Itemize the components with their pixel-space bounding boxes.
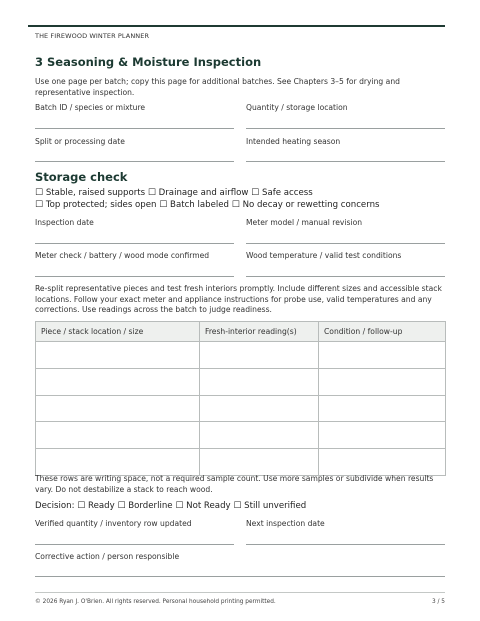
- decision-row: [35, 501, 306, 511]
- top-rule: [28, 25, 445, 27]
- table-cell[interactable]: [36, 342, 200, 369]
- checkbox[interactable]: ☐: [117, 501, 126, 511]
- meter-model-field[interactable]: [246, 218, 445, 244]
- table-cell[interactable]: [319, 395, 446, 422]
- table-header-row: [36, 322, 446, 342]
- table-row: [36, 422, 446, 449]
- write-line: [35, 544, 234, 545]
- rows-note: These rows are writing space, not a required sample count. Use more samples or subdivide when results vary. Do not destabilize a stack to reach wood.: [35, 474, 434, 494]
- table-cell[interactable]: [200, 368, 319, 395]
- next-inspection-field[interactable]: [246, 519, 445, 545]
- field-label: Verified quantity / inventory row updated: [35, 519, 192, 528]
- field-label: Next inspection date: [246, 519, 325, 528]
- footer-copyright: © 2026 Ryan J. O'Brien. All rights reserved. Personal household printing permitted.: [35, 599, 276, 605]
- checkbox[interactable]: ☐: [251, 188, 260, 198]
- write-line: [35, 128, 234, 129]
- column-header: Condition / follow-up: [319, 322, 446, 342]
- wood-temperature-field[interactable]: [246, 251, 445, 277]
- checkbox[interactable]: ☐: [175, 501, 184, 511]
- table-row: [36, 342, 446, 369]
- write-line: [35, 576, 445, 577]
- column-header: Piece / stack location / size: [36, 322, 200, 342]
- table-cell[interactable]: [36, 368, 200, 395]
- checkbox[interactable]: ☐: [35, 188, 44, 198]
- storage-checks-row-1: [35, 188, 313, 199]
- table-cell[interactable]: [319, 342, 446, 369]
- footer-rule: [35, 592, 445, 593]
- write-line: [246, 161, 445, 162]
- decision-label: Decision:: [35, 501, 75, 511]
- page-number: 3 / 5: [431, 599, 445, 605]
- field-label: Meter check / battery / wood mode confirmed: [35, 251, 210, 260]
- checkbox[interactable]: ☐: [159, 200, 168, 210]
- write-line: [246, 544, 445, 545]
- storage-checks-row-2: [35, 200, 380, 211]
- inspection-date-field[interactable]: [35, 218, 234, 244]
- check-label: Drainage and airflow: [158, 188, 249, 198]
- quantity-location-field[interactable]: [246, 103, 445, 129]
- decision-option: Borderline: [128, 501, 173, 511]
- table-cell[interactable]: [200, 422, 319, 449]
- split-date-field[interactable]: [35, 137, 234, 163]
- check-label: Top protected; sides open: [45, 200, 157, 210]
- table-cell[interactable]: [200, 449, 319, 476]
- check-label: Safe access: [261, 188, 313, 198]
- instructions-text: Re-split representative pieces and test fresh interiors promptly. Include different sizes and accessible stack locations. Follow your exact meter and appliance instructions for probe use, valid temperatures and any corrections. Use readings across the batch to judge readiness.: [35, 284, 442, 314]
- table-cell[interactable]: [319, 368, 446, 395]
- write-line: [246, 243, 445, 244]
- table-row: [36, 395, 446, 422]
- table-cell[interactable]: [36, 395, 200, 422]
- readings-table: [35, 321, 446, 476]
- write-line: [35, 243, 234, 244]
- table-cell[interactable]: [36, 449, 200, 476]
- decision-option: Still unverified: [244, 501, 307, 511]
- field-label: Quantity / storage location: [246, 103, 348, 112]
- checkbox[interactable]: ☐: [77, 501, 86, 511]
- checkbox[interactable]: ☐: [233, 501, 242, 511]
- check-label: Batch labeled: [170, 200, 230, 210]
- write-line: [35, 161, 234, 162]
- running-header: THE FIREWOOD WINTER PLANNER: [35, 32, 150, 40]
- table-row: [36, 449, 446, 476]
- decision-option: Ready: [88, 501, 115, 511]
- field-label: Wood temperature / valid test conditions: [246, 251, 402, 260]
- field-label: Split or processing date: [35, 137, 125, 146]
- table-row: [36, 368, 446, 395]
- table-cell[interactable]: [319, 422, 446, 449]
- table-cell[interactable]: [200, 395, 319, 422]
- decision-option: Not Ready: [186, 501, 231, 511]
- field-label: Inspection date: [35, 218, 94, 227]
- heating-season-field[interactable]: [246, 137, 445, 163]
- table-cell[interactable]: [200, 342, 319, 369]
- check-label: No decay or rewetting concerns: [242, 200, 380, 210]
- meter-check-field[interactable]: [35, 251, 234, 277]
- check-label: Stable, raised supports: [45, 188, 146, 198]
- table-cell[interactable]: [319, 449, 446, 476]
- table-cell[interactable]: [36, 422, 200, 449]
- write-line: [246, 128, 445, 129]
- section-intro: Use one page per batch; copy this page for additional batches. See Chapters 3–5 for drying and representative inspection.: [35, 77, 400, 97]
- write-line: [246, 276, 445, 277]
- storage-check-title: Storage check: [35, 170, 128, 184]
- column-header: Fresh-interior reading(s): [200, 322, 319, 342]
- field-label: Intended heating season: [246, 137, 341, 146]
- field-label: Batch ID / species or mixture: [35, 103, 146, 112]
- batch-id-field[interactable]: [35, 103, 234, 129]
- write-line: [35, 276, 234, 277]
- checkbox[interactable]: ☐: [231, 200, 240, 210]
- corrective-action-field[interactable]: [35, 552, 445, 578]
- checkbox[interactable]: ☐: [147, 188, 156, 198]
- verified-quantity-field[interactable]: [35, 519, 234, 545]
- checkbox[interactable]: ☐: [35, 200, 44, 210]
- field-label: Meter model / manual revision: [246, 218, 363, 227]
- field-label: Corrective action / person responsible: [35, 552, 180, 561]
- section-title: 3 Seasoning & Moisture Inspection: [35, 55, 262, 69]
